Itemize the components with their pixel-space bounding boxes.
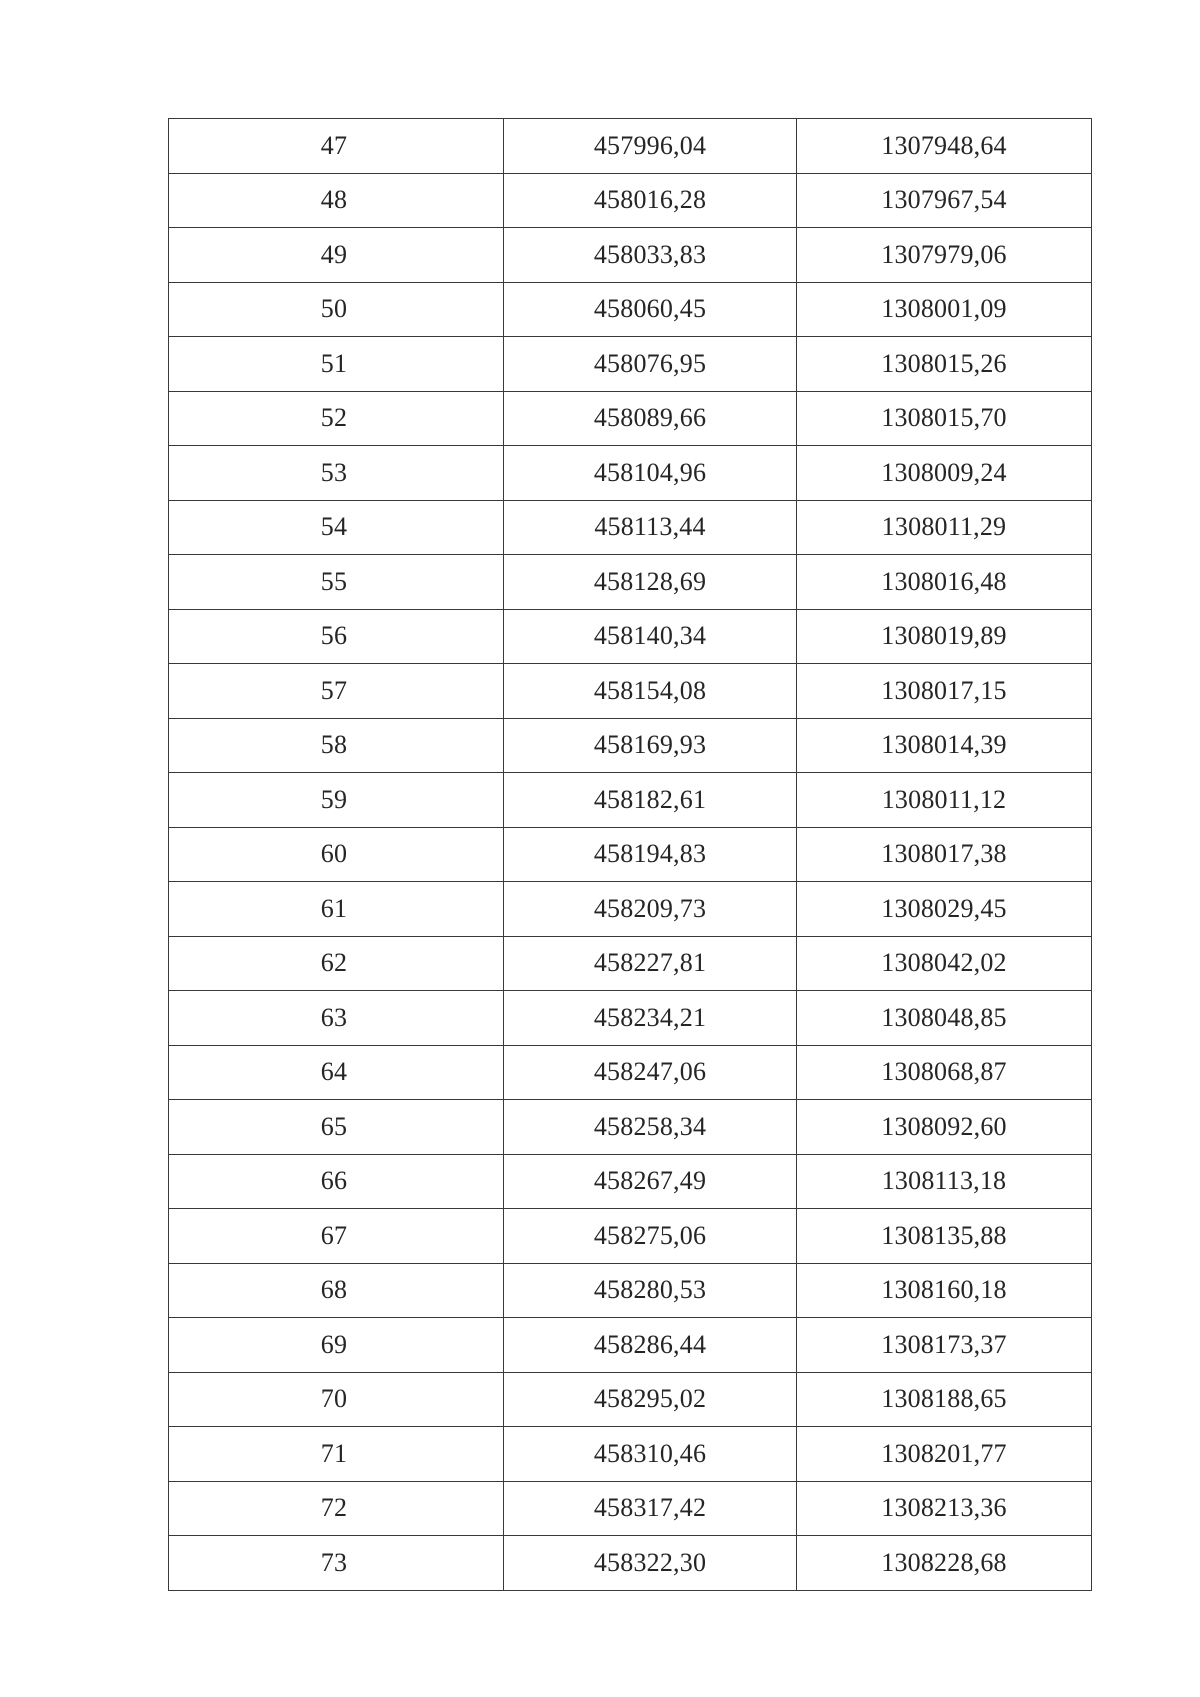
point-number-cell: 66 (169, 1154, 504, 1209)
table-row (169, 555, 1092, 610)
point-number-cell: 50 (169, 282, 504, 337)
table-row (169, 1536, 1092, 1591)
table-row (169, 827, 1092, 882)
y-coordinate-cell: 1307948,64 (797, 119, 1092, 174)
x-coordinate-cell: 458247,06 (504, 1045, 797, 1100)
point-number-cell: 54 (169, 500, 504, 555)
y-coordinate-cell: 1308017,38 (797, 827, 1092, 882)
point-number-cell: 60 (169, 827, 504, 882)
table-row (169, 173, 1092, 228)
x-coordinate-cell: 458089,66 (504, 391, 797, 446)
y-coordinate-cell: 1308011,12 (797, 773, 1092, 828)
point-number-cell: 49 (169, 228, 504, 283)
y-coordinate-cell: 1308001,09 (797, 282, 1092, 337)
x-coordinate-cell: 458258,34 (504, 1100, 797, 1155)
x-coordinate-cell: 458154,08 (504, 664, 797, 719)
y-coordinate-cell: 1308015,70 (797, 391, 1092, 446)
x-coordinate-cell: 458182,61 (504, 773, 797, 828)
table-row (169, 882, 1092, 937)
table-row (169, 446, 1092, 501)
table-row (169, 1100, 1092, 1155)
point-number-cell: 64 (169, 1045, 504, 1100)
x-coordinate-cell: 458295,02 (504, 1372, 797, 1427)
table-row (169, 500, 1092, 555)
y-coordinate-cell: 1308068,87 (797, 1045, 1092, 1100)
point-number-cell: 69 (169, 1318, 504, 1373)
y-coordinate-cell: 1308042,02 (797, 936, 1092, 991)
table-row (169, 1372, 1092, 1427)
x-coordinate-cell: 458033,83 (504, 228, 797, 283)
x-coordinate-cell: 458267,49 (504, 1154, 797, 1209)
point-number-cell: 70 (169, 1372, 504, 1427)
table-row (169, 282, 1092, 337)
y-coordinate-cell: 1308016,48 (797, 555, 1092, 610)
x-coordinate-cell: 458113,44 (504, 500, 797, 555)
x-coordinate-cell: 458234,21 (504, 991, 797, 1046)
x-coordinate-cell: 458227,81 (504, 936, 797, 991)
x-coordinate-cell: 458016,28 (504, 173, 797, 228)
y-coordinate-cell: 1308015,26 (797, 337, 1092, 392)
table-row (169, 1209, 1092, 1264)
y-coordinate-cell: 1308201,77 (797, 1427, 1092, 1482)
table-row (169, 228, 1092, 283)
y-coordinate-cell: 1308092,60 (797, 1100, 1092, 1155)
table-row (169, 1481, 1092, 1536)
y-coordinate-cell: 1308019,89 (797, 609, 1092, 664)
y-coordinate-cell: 1308113,18 (797, 1154, 1092, 1209)
x-coordinate-cell: 458104,96 (504, 446, 797, 501)
y-coordinate-cell: 1308011,29 (797, 500, 1092, 555)
table-row (169, 391, 1092, 446)
y-coordinate-cell: 1308188,65 (797, 1372, 1092, 1427)
x-coordinate-cell: 458140,34 (504, 609, 797, 664)
y-coordinate-cell: 1308009,24 (797, 446, 1092, 501)
point-number-cell: 57 (169, 664, 504, 719)
point-number-cell: 48 (169, 173, 504, 228)
point-number-cell: 55 (169, 555, 504, 610)
table-row (169, 1427, 1092, 1482)
x-coordinate-cell: 457996,04 (504, 119, 797, 174)
point-number-cell: 62 (169, 936, 504, 991)
point-number-cell: 63 (169, 991, 504, 1046)
point-number-cell: 51 (169, 337, 504, 392)
table-row (169, 718, 1092, 773)
y-coordinate-cell: 1308017,15 (797, 664, 1092, 719)
point-number-cell: 61 (169, 882, 504, 937)
point-number-cell: 47 (169, 119, 504, 174)
coordinates-table (168, 118, 1092, 1591)
table-row (169, 337, 1092, 392)
point-number-cell: 65 (169, 1100, 504, 1155)
y-coordinate-cell: 1308160,18 (797, 1263, 1092, 1318)
x-coordinate-cell: 458060,45 (504, 282, 797, 337)
point-number-cell: 72 (169, 1481, 504, 1536)
x-coordinate-cell: 458275,06 (504, 1209, 797, 1264)
x-coordinate-cell: 458209,73 (504, 882, 797, 937)
point-number-cell: 67 (169, 1209, 504, 1264)
table-row (169, 1045, 1092, 1100)
x-coordinate-cell: 458076,95 (504, 337, 797, 392)
coordinates-table-body (169, 119, 1092, 1591)
x-coordinate-cell: 458194,83 (504, 827, 797, 882)
table-row (169, 1154, 1092, 1209)
x-coordinate-cell: 458322,30 (504, 1536, 797, 1591)
y-coordinate-cell: 1308213,36 (797, 1481, 1092, 1536)
point-number-cell: 58 (169, 718, 504, 773)
point-number-cell: 53 (169, 446, 504, 501)
point-number-cell: 59 (169, 773, 504, 828)
point-number-cell: 56 (169, 609, 504, 664)
table-row (169, 609, 1092, 664)
point-number-cell: 71 (169, 1427, 504, 1482)
x-coordinate-cell: 458128,69 (504, 555, 797, 610)
table-row (169, 991, 1092, 1046)
x-coordinate-cell: 458280,53 (504, 1263, 797, 1318)
x-coordinate-cell: 458317,42 (504, 1481, 797, 1536)
table-row (169, 119, 1092, 174)
y-coordinate-cell: 1308014,39 (797, 718, 1092, 773)
y-coordinate-cell: 1308228,68 (797, 1536, 1092, 1591)
table-row (169, 1318, 1092, 1373)
point-number-cell: 68 (169, 1263, 504, 1318)
point-number-cell: 73 (169, 1536, 504, 1591)
y-coordinate-cell: 1307967,54 (797, 173, 1092, 228)
x-coordinate-cell: 458169,93 (504, 718, 797, 773)
y-coordinate-cell: 1308173,37 (797, 1318, 1092, 1373)
y-coordinate-cell: 1308048,85 (797, 991, 1092, 1046)
y-coordinate-cell: 1308029,45 (797, 882, 1092, 937)
table-row (169, 664, 1092, 719)
table-row (169, 1263, 1092, 1318)
table-row (169, 773, 1092, 828)
y-coordinate-cell: 1308135,88 (797, 1209, 1092, 1264)
point-number-cell: 52 (169, 391, 504, 446)
y-coordinate-cell: 1307979,06 (797, 228, 1092, 283)
x-coordinate-cell: 458286,44 (504, 1318, 797, 1373)
table-row (169, 936, 1092, 991)
x-coordinate-cell: 458310,46 (504, 1427, 797, 1482)
